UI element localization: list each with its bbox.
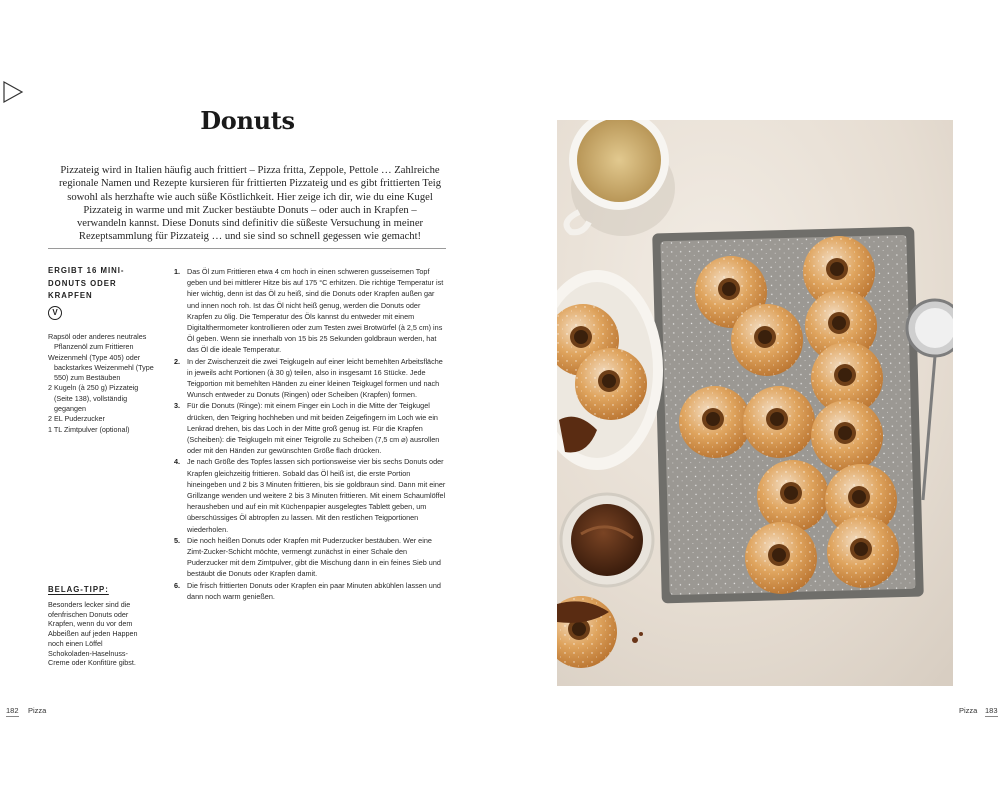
step-number: 3. (174, 401, 181, 411)
step-text: In der Zwischenzeit die zwei Teigkugeln auf einer leicht bemehlten Arbeitsfläche in jeweils acht Portionen (à 30 g) teilen, also in insgesamt 16 Stücke. Jede Teigportion mit bemehlten Händen zu einer kleinen Teigkugel formen und nach Wunsch entweder zu Donuts (Ringen) oder Scheiben (Krapfen) formen. (187, 356, 443, 400)
step-text: Die frisch frittierten Donuts oder Krapfen ein paar Minuten abkühlen lassen und dann noch warm genießen. (187, 580, 441, 601)
tip-heading: BELAG-TIPP: (48, 585, 109, 594)
yield-line: KRAPFEN (48, 291, 93, 301)
donuts-photo-illustration (557, 120, 953, 686)
yield-line: ERGIBT 16 MINI- (48, 266, 125, 275)
step-number: 5. (174, 535, 181, 545)
page-number-right: 183 (985, 706, 998, 715)
step-item (174, 535, 446, 580)
page-number-left: 182 (6, 706, 19, 715)
section-label-right: Pizza (959, 706, 978, 715)
step-item (174, 356, 446, 401)
divider (48, 248, 446, 249)
step-item (174, 456, 446, 534)
step-item (174, 400, 446, 456)
vegetarian-icon: V (48, 306, 62, 320)
ingredient-list (48, 332, 156, 435)
method-steps (174, 266, 446, 602)
recipe-intro: Pizzateig wird in Italien häufig auch frittiert – Pizza fritta, Zeppole, Pettole … Zahlreiche regionale Namen und Rezepte kursieren für frittierten Pizzateig und es gibt frittierten Teig sowohl als herzhafte wie auch süße Köstlichkeit. Hier zeige ich dir, wie du eine Kugel Pizzateig in warme und mit Zucker bestäubte Donuts – oder auch in Krapfen – verwandeln kannst. Diese Donuts sind definitiv die süßeste Versuchung in meiner Rezeptsammlung für Pizzateig … und sie sind so schnell gegessen wie gemacht! (58, 165, 442, 243)
step-text: Je nach Größe des Topfes lassen sich portionsweise vier bis sechs Donuts oder Krapfen gleichzeitig frittieren. Sobald das Öl heiß ist, die erste Portion hineingeben und 2 bis 3 Minuten frittieren, bis sie goldbraun sind. Dann mit einer Grillzange wenden und weitere 2 bis 3 Minuten frittieren. Mit einem Schaumlöffel herausheben und auf ein mit Küchenpapier ausgelegtes Tablett geben, um überschüssiges Öl abtropfen zu lassen. Mit den restlichen Teigportionen wiederholen. (187, 457, 446, 534)
donuts-photo (557, 120, 953, 686)
next-page-arrow-icon[interactable] (2, 80, 24, 104)
step-text: Das Öl zum Frittieren etwa 4 cm hoch in einen schweren gusseisernen Topf geben und bei mittlerer Hitze bis auf 175 °C erhitzen. Die richtige Temperatur ist hier wichtig, denn ist das Öl zu heiß, sind die Donuts oder Krapfen außen gar und innen noch roh. Ist das Öl nicht heiß genug, werden die Donuts oder Krapfen zu ölig. Die Temperatur des Öls kannst du entweder mit einem Digitalthermometer kontrollieren oder zum Testen zwei Brotwürfel (à 2,5 cm) ins Öl geben. Wenn sie innerhalb von 15 bis 25 Sekunden goldbraun werden, hat das Öl die ideale Temperatur. (187, 267, 444, 355)
step-number: 1. (174, 267, 181, 276)
ingredient-item: Rapsöl oder anderes neutrales Pflanzenöl zum Frittieren (48, 332, 147, 352)
yield-heading (48, 265, 156, 303)
ingredient-item: 2 EL Puderzucker (48, 414, 105, 424)
tip-text: Besonders lecker sind die ofenfrischen Donuts oder Krapfen, wenn du vor dem Abbeißen auf jeden Happen noch einen Löffel Schokoladen-Haselnuss-Creme oder Konfitüre gibst. (48, 600, 138, 668)
step-text: Die noch heißen Donuts oder Krapfen mit Puderzucker bestäuben. Wer eine Zimt-Zucker-Schicht möchte, vermengt zunächst in einer Schale den Puderzucker mit dem Zimtpulver, gibt die Mischung dann in ein feines Sieb und bestäubt die Donuts oder Krapfen damit. (187, 535, 441, 579)
ingredient-item: 1 TL Zimtpulver (optional) (48, 424, 130, 434)
step-item (174, 580, 446, 602)
chocolate-cream-jar (561, 494, 653, 586)
ingredient-item: Weizenmehl (Type 405) oder backstarkes Weizenmehl (Type 550) zum Bestäuben (48, 352, 154, 383)
step-item (174, 266, 446, 356)
step-number: 2. (174, 356, 181, 366)
step-text: Für die Donuts (Ringe): mit einem Finger ein Loch in die Mitte der Teigkugel drücken, den Teigring hochheben und mit beiden Zeigefingern im Loch wie ein Lenkrad drehen, bis das Loch in der Mitte groß genug ist. Für die Krapfen (Scheiben): die Teigkugeln mit einer Teigrolle zu Scheiben (7,5 cm ⌀) ausrollen oder mit den Händen zur gewünschten Größe flach drücken. (187, 401, 440, 456)
yield-line: DONUTS ODER (48, 278, 117, 288)
step-number: 6. (174, 580, 181, 590)
ingredient-item: 2 Kugeln (à 250 g) Pizzateig (Seite 138), vollständig gegangen (48, 383, 139, 414)
section-label-left: Pizza (28, 706, 47, 715)
step-number: 4. (174, 457, 181, 467)
recipe-title: Donuts (200, 106, 295, 135)
